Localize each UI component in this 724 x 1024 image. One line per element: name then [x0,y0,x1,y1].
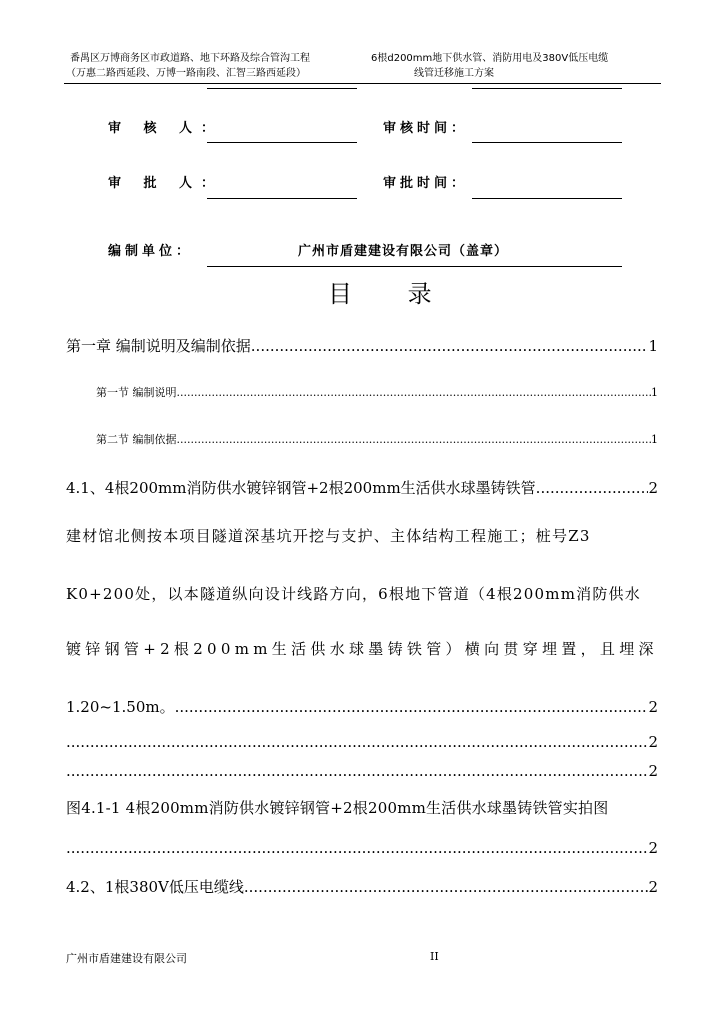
toc-paragraph-line: K0+200处，以本隧道纵向设计线路方向，6根地下管道（4根200mm消防供水 [66,585,641,603]
toc-paragraph-line: 建材馆北侧按本项目隧道深基坑开挖与支护、主体结构工程施工；桩号Z3 [66,527,591,545]
toc-entry-page: 1 [651,386,658,399]
toc-entry-text: 4.2、1根380V低压电缆线 [66,878,244,896]
footer-company: 广州市盾建建设有限公司 [66,952,187,965]
review-time-label: 审核时间： [383,121,469,136]
toc-entry-text: 第一章 编制说明及编制依据 [66,337,251,355]
reviewer-label: 审 核 人： [108,121,224,136]
toc-entry[interactable] [96,431,658,447]
approve-time-label: 审批时间： [383,176,469,191]
toc-entry[interactable] [66,839,658,857]
toc-entry[interactable] [66,733,658,751]
toc-entry-page: 2 [648,733,658,751]
toc-leader-dots [66,839,648,857]
header-scheme-title: 6根d200mm地下供水管、消防用电及380V低压电缆 [371,53,609,64]
signature-line-top-right [472,88,622,89]
toc-title: 目 录 [328,280,456,308]
toc-leader-dots [66,762,648,780]
compiler-company-stamp: 广州市盾建建设有限公司（盖章） [298,244,509,259]
toc-entry-page: 1 [648,337,658,355]
toc-entry[interactable] [66,762,658,780]
toc-leader-dots [177,386,652,399]
toc-entry[interactable] [66,335,658,356]
header-project-sections: （万惠二路西延段、万博一路南段、汇智三路西延段） [66,68,306,79]
toc-entry[interactable] [66,696,658,717]
toc-entry-page: 2 [648,762,658,780]
compiler-line [207,266,622,267]
figure-caption: 图4.1-1 4根200mm消防供水镀锌钢管+2根200mm生活供水球墨铸铁管实拍图 [66,799,609,817]
approve-time-line [472,198,622,199]
reviewer-signature-line [207,142,357,143]
signature-line-top-left [207,88,357,89]
toc-entry[interactable] [96,384,658,400]
toc-paragraph-line: 镀锌钢管+2根200mm生活供水球墨铸铁管）横向贯穿埋置，且埋深 [66,640,658,658]
header-scheme-subtitle: 线管迁移施工方案 [414,68,494,79]
toc-entry[interactable] [66,876,658,897]
toc-entry-page: 2 [648,878,658,896]
toc-entry-text: 4.1、4根200mm消防供水镀锌钢管+2根200mm生活供水球墨铸铁管 [66,479,536,497]
footer-page-number: II [430,950,439,963]
toc-entry-page: 1 [651,433,658,446]
toc-entry-page: 2 [648,698,658,716]
review-time-line [472,142,622,143]
toc-entry[interactable] [66,477,658,498]
header-project-title: 番禺区万博商务区市政道路、地下环路及综合管沟工程 [70,53,310,64]
toc-leader-dots [177,433,652,446]
compiler-label: 编制单位： [108,244,194,259]
approver-signature-line [207,198,357,199]
toc-entry-text: 第一节 编制说明 [96,386,177,399]
toc-entry-text: 第二节 编制依据 [96,433,177,446]
toc-leader-dots [251,337,649,355]
toc-leader-dots [244,878,649,896]
toc-entry-page: 2 [648,479,658,497]
toc-leader-dots [175,698,649,716]
toc-entry-text: 1.20~1.50m。 [66,698,175,716]
toc-leader-dots [536,479,649,497]
header-divider [64,83,661,84]
approver-label: 审 批 人： [108,176,224,191]
toc-leader-dots [66,733,648,751]
toc-entry-page: 2 [648,839,658,857]
